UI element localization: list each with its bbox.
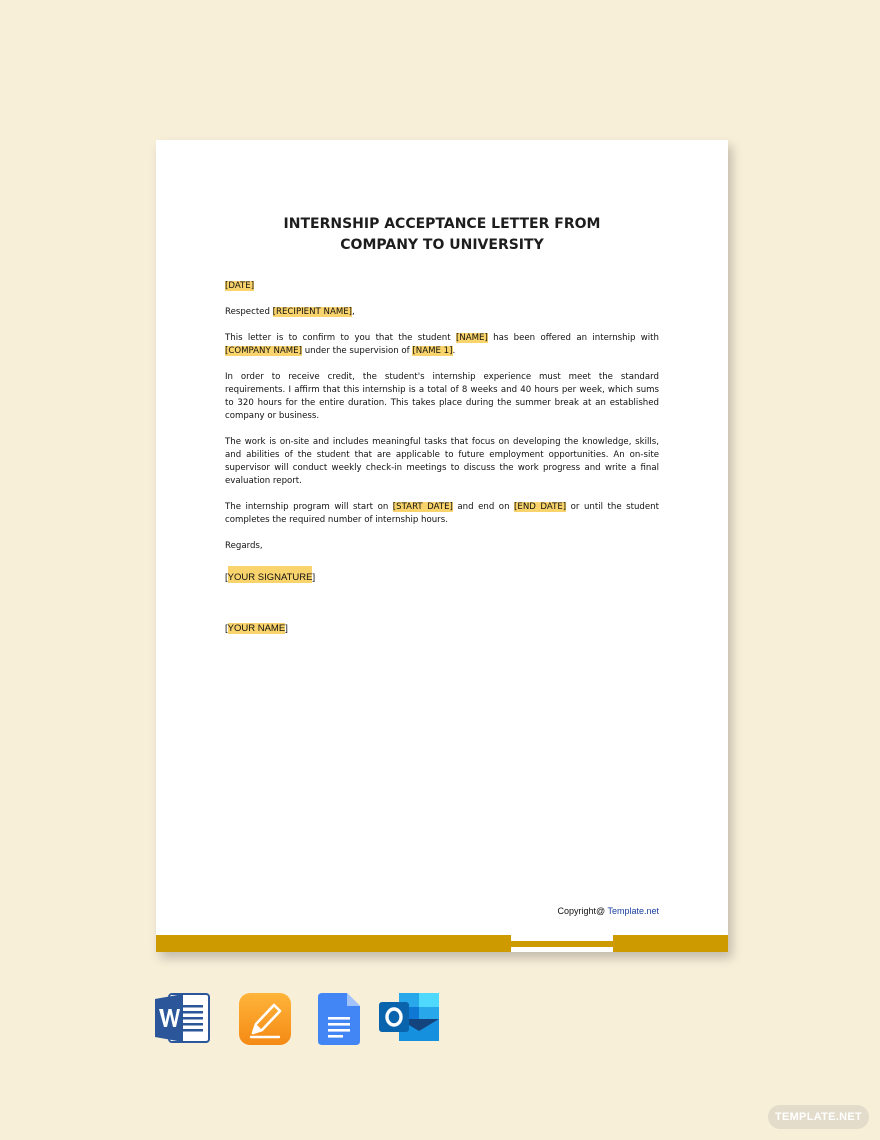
copyright-link[interactable]: Template.net	[607, 906, 659, 916]
recipient-placeholder: [RECIPIENT NAME]	[272, 307, 353, 317]
document-title	[156, 214, 728, 256]
signature-line: [YOUR SIGNATURE]	[225, 566, 425, 583]
date-line	[225, 280, 659, 293]
pages-icon[interactable]	[239, 993, 291, 1045]
word-icon[interactable]	[155, 993, 211, 1043]
salutation: Respected [RECIPIENT NAME],	[225, 307, 355, 317]
copyright: Copyright@ Template.net	[557, 906, 659, 916]
google-docs-icon[interactable]	[318, 993, 360, 1045]
company-name-placeholder: [COMPANY NAME]	[225, 346, 302, 356]
name-placeholder: YOUR NAME	[227, 623, 286, 634]
title-line-1: INTERNSHIP ACCEPTANCE LETTER FROM	[283, 216, 601, 232]
footer-bar	[156, 935, 728, 952]
letter-body	[225, 280, 659, 566]
end-date-placeholder: [END DATE]	[514, 502, 567, 512]
closing: Regards,	[225, 541, 263, 551]
paragraph-work: The work is on-site and includes meaningful tasks that focus on developing the knowledge, skills, and abilities of the student that are applicable to future employment opportunities. An on-site supervisor will conduct weekly check-in meetings to discuss the work progress and write a final evaluation report.	[225, 437, 659, 486]
signature-placeholder: YOUR SIGNATURE	[228, 566, 313, 583]
footer-notch-line	[511, 941, 613, 947]
student-name-placeholder: [NAME]	[455, 333, 488, 343]
outlook-icon[interactable]	[379, 993, 441, 1043]
document-page	[156, 140, 728, 952]
template-net-watermark: TEMPLATE.NET	[768, 1105, 869, 1129]
name-line: [YOUR NAME]	[225, 623, 288, 634]
supervisor-name-placeholder: [NAME 1]	[412, 346, 453, 356]
title-line-2: COMPANY TO UNIVERSITY	[340, 237, 544, 253]
paragraph-credit: In order to receive credit, the student's internship experience must meet the standard requirements. I affirm that this internship is a total of 8 weeks and 40 hours per week, which sums to 320 hours for the entire duration. This takes place during the summer break at an established company or business.	[225, 372, 659, 421]
start-date-placeholder: [START DATE]	[392, 502, 453, 512]
paragraph-dates: The internship program will start on [START DATE] and end on [END DATE] or until the student completes the required number of internship hours.	[225, 502, 659, 525]
date-placeholder: [DATE]	[225, 281, 255, 291]
paragraph-confirmation: This letter is to confirm to you that the student [NAME] has been offered an internship with [COMPANY NAME] under the supervision of [NAME 1].	[225, 333, 660, 356]
